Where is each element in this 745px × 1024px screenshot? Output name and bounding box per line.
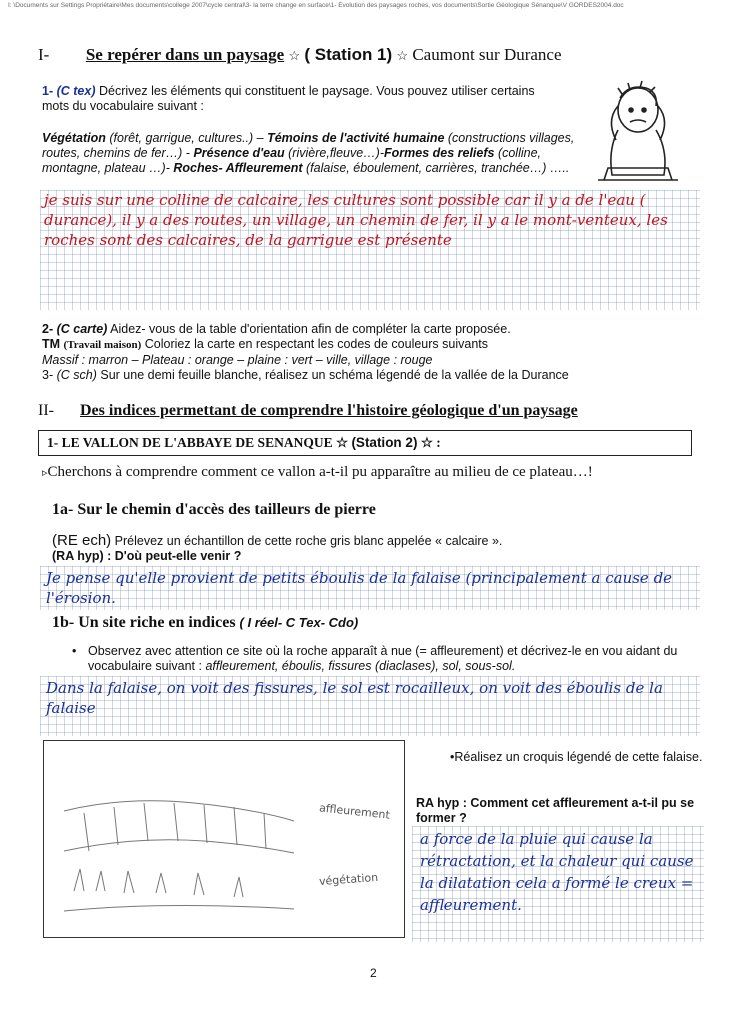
question-2-text: Aidez- vous de la table d'orientation afin de compléter la carte proposée. bbox=[110, 322, 511, 336]
observe-instruction: Observez avec attention ce site où la roche apparaît à nue (= affleurement) et décrivez-le en vou aidant du vocabulaire suivant : bbox=[88, 644, 678, 673]
question-3-text: Sur une demi feuille blanche, réalisez un schéma légendé de la vallée de la Durance bbox=[100, 368, 569, 382]
question-1-answer: je suis sur une colline de calcaire, les cultures sont possible car il y a de l'eau ( durance), il y a des routes, un village, un chemin de fer, il y a le mont-venteux, les roches sont des calcaires, de la garrigue est présente bbox=[44, 191, 668, 249]
bullet-icon: • bbox=[72, 644, 77, 658]
re-ech-tag: (RE ech) bbox=[52, 532, 112, 549]
question-1-tag: (C tex) bbox=[56, 84, 96, 98]
sample-instruction: Prélevez un échantillon de cette roche gris blanc appelée « calcaire ». bbox=[114, 534, 503, 548]
intro-line bbox=[42, 464, 593, 481]
section-2-number: II- bbox=[38, 402, 54, 419]
sketch-label-vegetation: végétation bbox=[318, 870, 379, 889]
question-1-number: 1- bbox=[42, 84, 54, 98]
hypothesis-question-text: Comment cet affleurement a-t-il pu se former ? bbox=[416, 796, 695, 825]
tm-note: (Travail maison) bbox=[63, 339, 142, 351]
section-1-heading bbox=[38, 45, 562, 65]
vocab-detail: (forêt, garrigue, cultures..) – bbox=[105, 131, 268, 145]
question-2-tag: (C carte) bbox=[56, 322, 108, 336]
section-2-heading bbox=[38, 402, 578, 420]
question-2 bbox=[42, 322, 682, 383]
tm-label: TM bbox=[42, 337, 61, 351]
page-number: 2 bbox=[370, 966, 377, 980]
section-1a-answer: Je pense qu'elle provient de petits éboulis de la falaise (principalement a cause de l'érosion. bbox=[46, 569, 673, 607]
section-1b-title bbox=[52, 614, 358, 632]
intro-text: Cherchons à comprendre comment ce vallon a-t-il pu apparaître au milieu de ce plateau…! bbox=[47, 464, 593, 480]
station-1-label: ( Station 1) bbox=[304, 45, 393, 64]
question-3-number: 3- bbox=[42, 368, 54, 382]
station-2-title bbox=[47, 435, 441, 451]
vocab-term: Roches- Affleurement bbox=[173, 161, 303, 175]
question-1-text: Décrivez les éléments qui constituent le paysage. Vous pouvez utiliser certains mots du vocabulaire suivant : bbox=[42, 84, 535, 113]
star-icon: ☆ bbox=[335, 435, 349, 450]
place-name: Caumont sur Durance bbox=[412, 45, 562, 64]
triangle-bullet-icon: ▹ bbox=[42, 467, 48, 479]
vocab-term: Formes des reliefs bbox=[384, 146, 495, 160]
vocab-term: Végétation bbox=[42, 131, 106, 145]
vocab-detail: (falaise, éboulement, carrières, tranchée…) ….. bbox=[302, 161, 570, 175]
site-tags: ( I réel- C Tex- Cdo) bbox=[239, 615, 359, 630]
question-1 bbox=[42, 84, 562, 114]
station-2-label: (Station 2) bbox=[351, 435, 418, 450]
star-icon: ☆ bbox=[288, 48, 301, 63]
question-3-tag: (C sch) bbox=[56, 368, 97, 382]
file-path-header: I: \Documents sur Settings Propriétaire\Mes documents\college 2007\cycle central\3- la terre change en surface\1- Évolution des paysages roches, vos documents\Sortie Géologique Sénanque\V GORDES2004.doc bbox=[8, 2, 624, 9]
vocab-detail: (constructions villages, routes, chemins de fer…) - bbox=[42, 131, 575, 160]
bullet-icon: • bbox=[450, 750, 455, 764]
sketch-instruction-text: Réalisez un croquis légendé de cette falaise. bbox=[454, 750, 703, 764]
tm-text: Coloriez la carte en respectant les codes de couleurs suivants bbox=[144, 337, 488, 351]
observe-vocabulary: affleurement, éboulis, fissures (diaclases), sol, sous-sol. bbox=[205, 659, 516, 673]
hypothesis-question bbox=[416, 796, 706, 826]
section-1b-bullet bbox=[72, 644, 688, 674]
star-icon: ☆ : bbox=[420, 435, 441, 450]
section-1-title: Se repérer dans un paysage bbox=[85, 45, 285, 64]
section-1a-title: 1a- Sur le chemin d'accès des tailleurs de pierre bbox=[52, 501, 376, 518]
vocab-term: Présence d'eau bbox=[193, 146, 285, 160]
sketch-box[interactable] bbox=[43, 740, 405, 938]
section-2-title: Des indices permettant de comprendre l'histoire géologique d'un paysage bbox=[79, 402, 578, 419]
star-icon: ☆ bbox=[396, 48, 409, 63]
section-1b-answer: Dans la falaise, on voit des fissures, le sol est rocailleux, on voit des éboulis de la falaise bbox=[46, 679, 663, 717]
ra-hyp-tag: (RA hyp) : bbox=[52, 549, 112, 563]
color-codes: Massif : marron – Plateau : orange – plaine : vert – ville, village : rouge bbox=[42, 353, 433, 367]
vocab-term: Témoins de l'activité humaine bbox=[267, 131, 445, 145]
thinking-figure-illustration bbox=[578, 80, 698, 190]
sketch-label-affleurement: affleurement bbox=[318, 801, 391, 822]
section-1a-instructions bbox=[52, 533, 652, 564]
station-2-box bbox=[38, 430, 692, 456]
question-1-vocabulary bbox=[42, 131, 582, 176]
hypothesis-answer: a force de la pluie qui cause la rétractation, et la chaleur qui cause la dilatation cela a formé le creux = affleurement. bbox=[420, 830, 694, 914]
section-1-number: I- bbox=[38, 45, 50, 64]
site-title: 1b- Un site riche en indices bbox=[52, 614, 236, 631]
ra-hyp-tag: RA hyp : bbox=[416, 796, 467, 810]
vocab-detail: (rivière,fleuve…)- bbox=[284, 146, 384, 160]
sketch-instruction bbox=[450, 750, 710, 765]
question-2-number: 2- bbox=[42, 322, 54, 336]
origin-question: D'où peut-elle venir ? bbox=[114, 549, 242, 563]
vallon-label: 1- LE VALLON DE L'ABBAYE DE SENANQUE bbox=[47, 435, 333, 450]
falaise-sketch bbox=[44, 741, 404, 937]
vocab-detail: (colline, montagne, plateau …)- bbox=[42, 146, 542, 175]
